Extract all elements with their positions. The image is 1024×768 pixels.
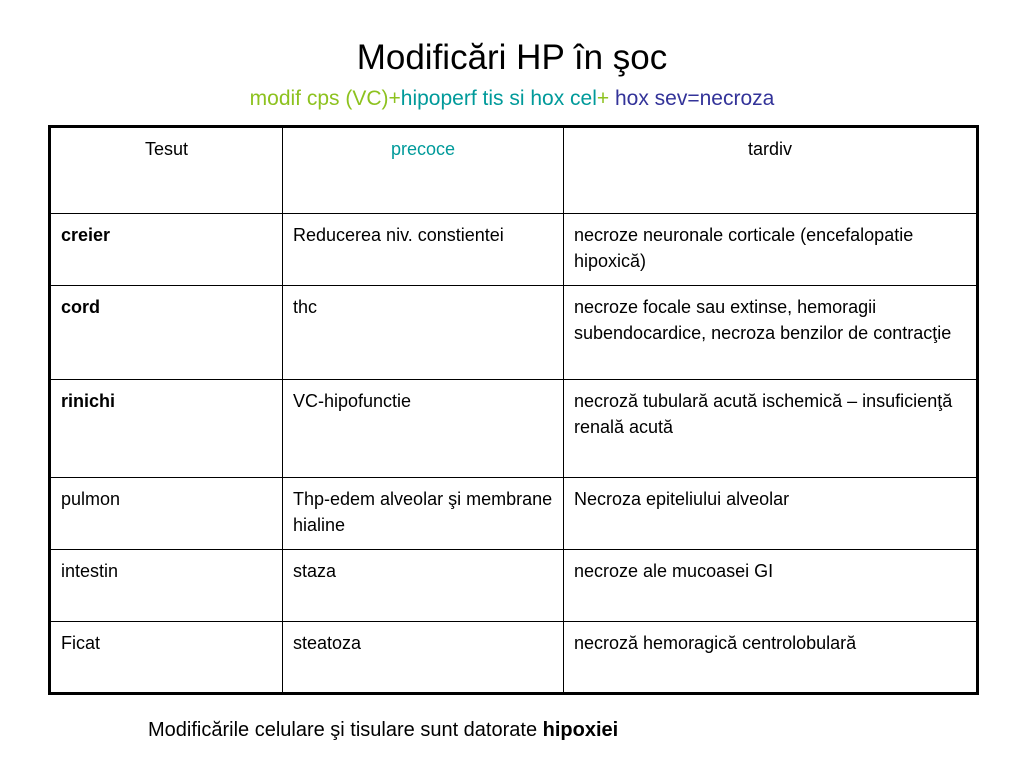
cell-early: Thp-edem alveolar şi membrane hialine bbox=[283, 478, 564, 550]
cell-early: VC-hipofunctie bbox=[283, 380, 564, 478]
table-row bbox=[50, 214, 978, 286]
cell-tissue: creier bbox=[50, 214, 283, 286]
cell-early: steatoza bbox=[283, 622, 564, 694]
header-tissue: Tesut bbox=[50, 127, 283, 214]
tissue-changes-table bbox=[48, 125, 979, 695]
header-early: precoce bbox=[283, 127, 564, 214]
header-late: tardiv bbox=[564, 127, 978, 214]
table-row bbox=[50, 380, 978, 478]
cell-early: staza bbox=[283, 550, 564, 622]
cell-tissue: Ficat bbox=[50, 622, 283, 694]
table-row bbox=[50, 286, 978, 380]
subtitle-part-hypoperfusion: hipoperf tis si hox cel bbox=[400, 87, 597, 110]
table-row bbox=[50, 550, 978, 622]
table-header-row bbox=[50, 127, 978, 214]
slide-footnote bbox=[148, 716, 618, 744]
cell-tissue: pulmon bbox=[50, 478, 283, 550]
cell-late: necroză tubulară acută ischemică – insuficienţă renală acută bbox=[564, 380, 978, 478]
cell-late: necroze focale sau extinse, hemoragii subendocardice, necroza benzilor de contracţie bbox=[564, 286, 978, 380]
cell-late: necroze ale mucoasei GI bbox=[564, 550, 978, 622]
cell-early: thc bbox=[283, 286, 564, 380]
cell-tissue: rinichi bbox=[50, 380, 283, 478]
cell-tissue: cord bbox=[50, 286, 283, 380]
table-row bbox=[50, 622, 978, 694]
subtitle-part-necrosis: hox sev=necroza bbox=[609, 87, 775, 110]
footnote-text: Modificările celulare şi tisulare sunt datorate bbox=[148, 719, 543, 741]
cell-late: necroze neuronale corticale (encefalopatie hipoxică) bbox=[564, 214, 978, 286]
cell-late: necroză hemoragică centrolobulară bbox=[564, 622, 978, 694]
cell-late: Necroza epiteliului alveolar bbox=[564, 478, 978, 550]
cell-tissue: intestin bbox=[50, 550, 283, 622]
subtitle-part-plus: + bbox=[596, 87, 610, 110]
slide-subtitle bbox=[0, 85, 1024, 113]
footnote-emphasis: hipoxiei bbox=[542, 719, 619, 741]
subtitle-part-vasoconstriction: modif cps (VC)+ bbox=[249, 87, 401, 110]
table-row bbox=[50, 478, 978, 550]
slide-title: Modificări HP în şoc bbox=[356, 38, 668, 77]
cell-early: Reducerea niv. constientei bbox=[283, 214, 564, 286]
